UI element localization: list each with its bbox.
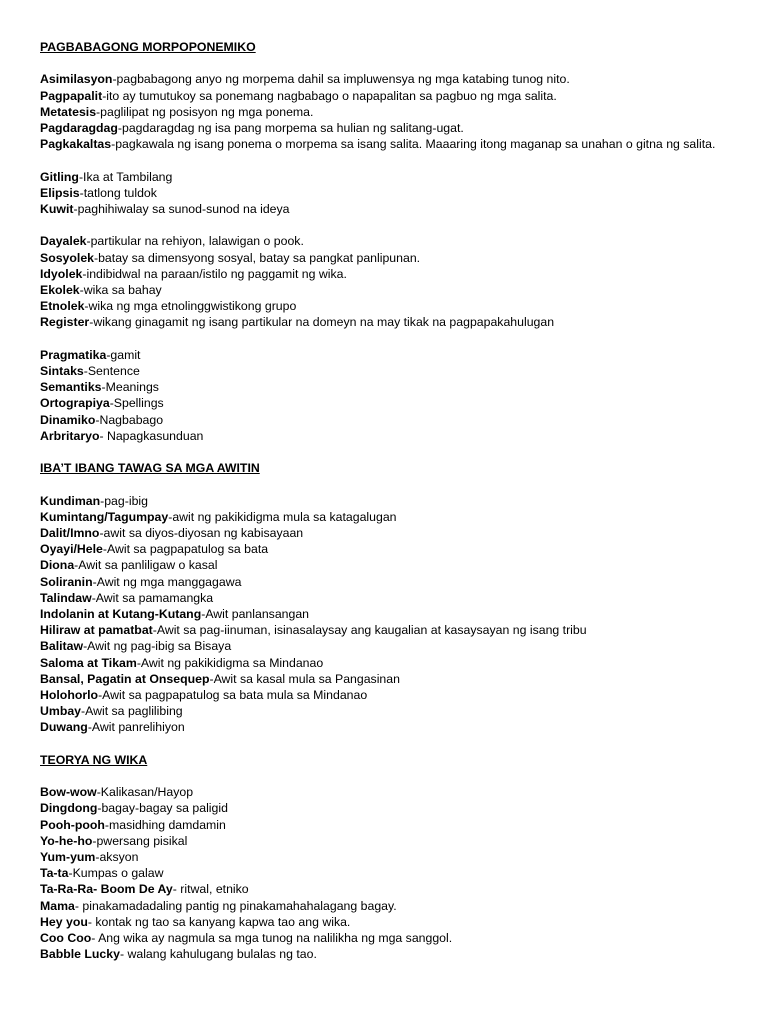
- definition: -indibidwal na paraan/istilo ng paggamit ng wika.: [82, 266, 347, 281]
- definition: -pagbabagong anyo ng morpema dahil sa impluwensya ng mga katabing tunog nito.: [112, 72, 570, 87]
- definition: -paghihiwalay sa sunod-sunod na ideya: [73, 202, 290, 216]
- definition-line: [40, 881, 738, 897]
- definition-line: [40, 833, 738, 849]
- term: Mama: [40, 898, 75, 913]
- definition-line: [40, 525, 738, 541]
- definition-line: [40, 347, 738, 363]
- definition-line: [40, 606, 738, 622]
- definition-line: [40, 282, 738, 298]
- definition: -wika ng mga etnolinggwistikong grupo: [84, 299, 297, 314]
- definition: -Spellings: [109, 396, 164, 411]
- definition-line: [40, 298, 738, 314]
- term: Metatesis: [40, 104, 97, 119]
- term: Idyolek: [40, 266, 83, 281]
- definition: -Kumpas o galaw: [68, 866, 164, 881]
- definition-line: [40, 865, 738, 881]
- term: Etnolek: [40, 299, 85, 314]
- term: Gitling: [40, 169, 79, 184]
- term: Bansal, Pagatin at Onsequep: [40, 671, 210, 686]
- definition: -Sentence: [83, 364, 140, 378]
- definition-line: [40, 185, 738, 201]
- term: Ta-ta: [40, 866, 69, 881]
- blank-line: [40, 444, 738, 460]
- definition: - walang kahulugang bulalas ng tao.: [119, 947, 317, 962]
- term: Talindaw: [40, 590, 92, 605]
- definition-line: [40, 800, 738, 816]
- definition-line: [40, 671, 738, 687]
- definition-line: [40, 541, 738, 557]
- term: Kumintang/Tagumpay: [40, 509, 169, 524]
- term: Dayalek: [40, 234, 87, 249]
- definition: -Awit ng pag-ibig sa Bisaya: [83, 639, 232, 654]
- definition-line: [40, 509, 738, 525]
- definition: - Napagkasunduan: [99, 428, 204, 443]
- definition: -pwersang pisikal: [92, 833, 188, 848]
- definition-line: [40, 557, 738, 573]
- term: Ta-Ra-Ra- Boom De Ay: [40, 882, 173, 897]
- definition-line: [40, 169, 738, 185]
- definition: -Meanings: [101, 380, 159, 395]
- term: Indolanin at Kutang-Kutang: [40, 607, 202, 622]
- definition-line: [40, 914, 738, 930]
- term: Pagdaragdag: [40, 121, 118, 135]
- definition: -bagay-bagay sa paligid: [97, 801, 228, 816]
- definition-line: [40, 574, 738, 590]
- term: Babble Lucky: [40, 947, 120, 962]
- blank-line: [40, 331, 738, 347]
- definition: -batay sa dimensyong sosyal, batay sa pangkat panlipunan.: [94, 250, 421, 265]
- term: Umbay: [40, 704, 82, 719]
- term: Semantiks: [40, 380, 102, 395]
- term: Yo-he-ho: [40, 833, 93, 848]
- term: Dinamiko: [40, 412, 96, 427]
- term: Pooh-pooh: [40, 817, 105, 832]
- definition-line: [40, 363, 738, 379]
- blank-line: [40, 476, 738, 492]
- definition-line: [40, 655, 738, 671]
- definition: -paglilipat ng posisyon ng mga ponema.: [96, 104, 314, 119]
- definition-line: [40, 898, 738, 914]
- term: Hey you: [40, 914, 88, 929]
- definition-line: [40, 638, 738, 654]
- definition: -pagkawala ng isang ponema o morpema sa isang salita. Maaaring itong maganap sa unahan o gitna ng salita.: [111, 137, 716, 152]
- definition-line: [40, 266, 738, 282]
- definition: -Awit sa pagpapatulog sa bata: [102, 542, 269, 557]
- definition-line: [40, 784, 738, 800]
- term: Dalit/Imno: [40, 526, 100, 540]
- definition: -Kalikasan/Hayop: [96, 785, 194, 800]
- definition-line: [40, 88, 738, 104]
- definition: - pinakamadadaling pantig ng pinakamahahalagang bagay.: [74, 898, 397, 913]
- definition: -awit sa diyos-diyosan ng kabisayaan: [99, 526, 304, 540]
- definition-line: [40, 817, 738, 833]
- term: Pragmatika: [40, 347, 107, 362]
- definition-line: [40, 930, 738, 946]
- definition: -gamit: [106, 347, 141, 362]
- definition: -Awit sa pamamangka: [91, 590, 214, 605]
- definition: - Ang wika ay nagmula sa mga tunog na nalilikha ng mga sanggol.: [91, 931, 453, 946]
- definition-line: [40, 395, 738, 411]
- term: Holohorlo: [40, 688, 99, 703]
- definition: -Awit ng mga manggagawa: [92, 574, 242, 589]
- definition-line: [40, 71, 738, 87]
- definition-line: [40, 201, 738, 217]
- section-heading: TEORYA NG WIKA: [40, 752, 148, 767]
- definition: -awit ng pakikidigma mula sa katagalugan: [168, 509, 397, 524]
- term: Diona: [40, 558, 75, 573]
- definition: -Ika at Tambilang: [78, 169, 173, 184]
- definition-line: [40, 120, 738, 136]
- term: Dingdong: [40, 801, 98, 816]
- term: Bow-wow: [40, 785, 97, 800]
- term: Ekolek: [40, 283, 80, 297]
- definition: -partikular na rehiyon, lalawigan o pook.: [86, 234, 304, 249]
- term: Elipsis: [40, 185, 80, 200]
- term: Pagpapalit: [40, 88, 103, 103]
- definition: -pagdaragdag ng isa pang morpema sa hulian ng salitang-ugat.: [117, 121, 464, 135]
- definition: -aksyon: [95, 850, 139, 865]
- definition: -Awit sa pagpapatulog sa bata mula sa Mindanao: [98, 688, 368, 703]
- definition-line: [40, 412, 738, 428]
- blank-line: [40, 55, 738, 71]
- term: Saloma at Tikam: [40, 655, 137, 670]
- definition-line: [40, 379, 738, 395]
- definition: -Awit sa paglilibing: [81, 704, 183, 719]
- definition: -Awit sa pag-iinuman, isinasalaysay ang kaugalian at kasaysayan ng isang tribu: [152, 623, 587, 638]
- term: Sintaks: [40, 364, 84, 378]
- definition-line: [40, 703, 738, 719]
- definition-line: [40, 314, 738, 330]
- definition-line: [40, 622, 738, 638]
- term: Sosyolek: [40, 250, 94, 265]
- definition: - ritwal, etniko: [172, 882, 249, 897]
- term: Coo Coo: [40, 931, 92, 946]
- definition-line: [40, 590, 738, 606]
- definition: -Awit sa kasal mula sa Pangasinan: [209, 671, 400, 686]
- blank-line: [40, 152, 738, 168]
- definition: -pag-ibig: [100, 493, 148, 508]
- definition: -Awit sa panliligaw o kasal: [74, 558, 218, 573]
- definition-line: [40, 849, 738, 865]
- definition: -Awit ng pakikidigma sa Mindanao: [136, 655, 324, 670]
- definition-line: [40, 104, 738, 120]
- definition-line: [40, 946, 738, 962]
- definition-line: [40, 687, 738, 703]
- definition: -tatlong tuldok: [79, 185, 157, 200]
- term: Balitaw: [40, 639, 84, 654]
- definition: - kontak ng tao sa kanyang kapwa tao ang wika.: [87, 914, 351, 929]
- term: Arbritaryo: [40, 428, 100, 443]
- definition: -Awit panlansangan: [201, 607, 310, 622]
- term: Kuwit: [40, 202, 74, 216]
- term: Asimilasyon: [40, 72, 113, 87]
- definition: -Nagbabago: [95, 412, 164, 427]
- definition: -wika sa bahay: [79, 283, 162, 297]
- term: Oyayi/Hele: [40, 542, 103, 557]
- term: Register: [40, 315, 90, 330]
- blank-line: [40, 217, 738, 233]
- definition: -wikang ginagamit ng isang partikular na domeyn na may tikak na pagpapakahulugan: [89, 315, 555, 330]
- term: Soliranin: [40, 574, 93, 589]
- definition-line: [40, 493, 738, 509]
- definition-line: [40, 233, 738, 249]
- definition: -Awit panrelihiyon: [87, 720, 185, 735]
- definition-line: [40, 136, 738, 152]
- definition-line: [40, 719, 738, 735]
- term: Kundiman: [40, 493, 101, 508]
- term: Yum-yum: [40, 850, 96, 865]
- term: Duwang: [40, 720, 88, 735]
- section-heading: IBA’T IBANG TAWAG SA MGA AWITIN: [40, 461, 260, 476]
- term: Pagkakaltas: [40, 137, 112, 152]
- blank-line: [40, 768, 738, 784]
- definition-line: [40, 250, 738, 266]
- term: Hiliraw at pamatbat: [40, 623, 153, 638]
- definition: -masidhing damdamin: [104, 817, 226, 832]
- definition-line: [40, 428, 738, 444]
- section-heading: PAGBABAGONG MORPOPONEMIKO: [40, 40, 256, 54]
- term: Ortograpiya: [40, 396, 110, 411]
- definition: -ito ay tumutukoy sa ponemang nagbabago o napapalitan sa pagbuo ng mga salita.: [102, 88, 557, 103]
- blank-line: [40, 736, 738, 752]
